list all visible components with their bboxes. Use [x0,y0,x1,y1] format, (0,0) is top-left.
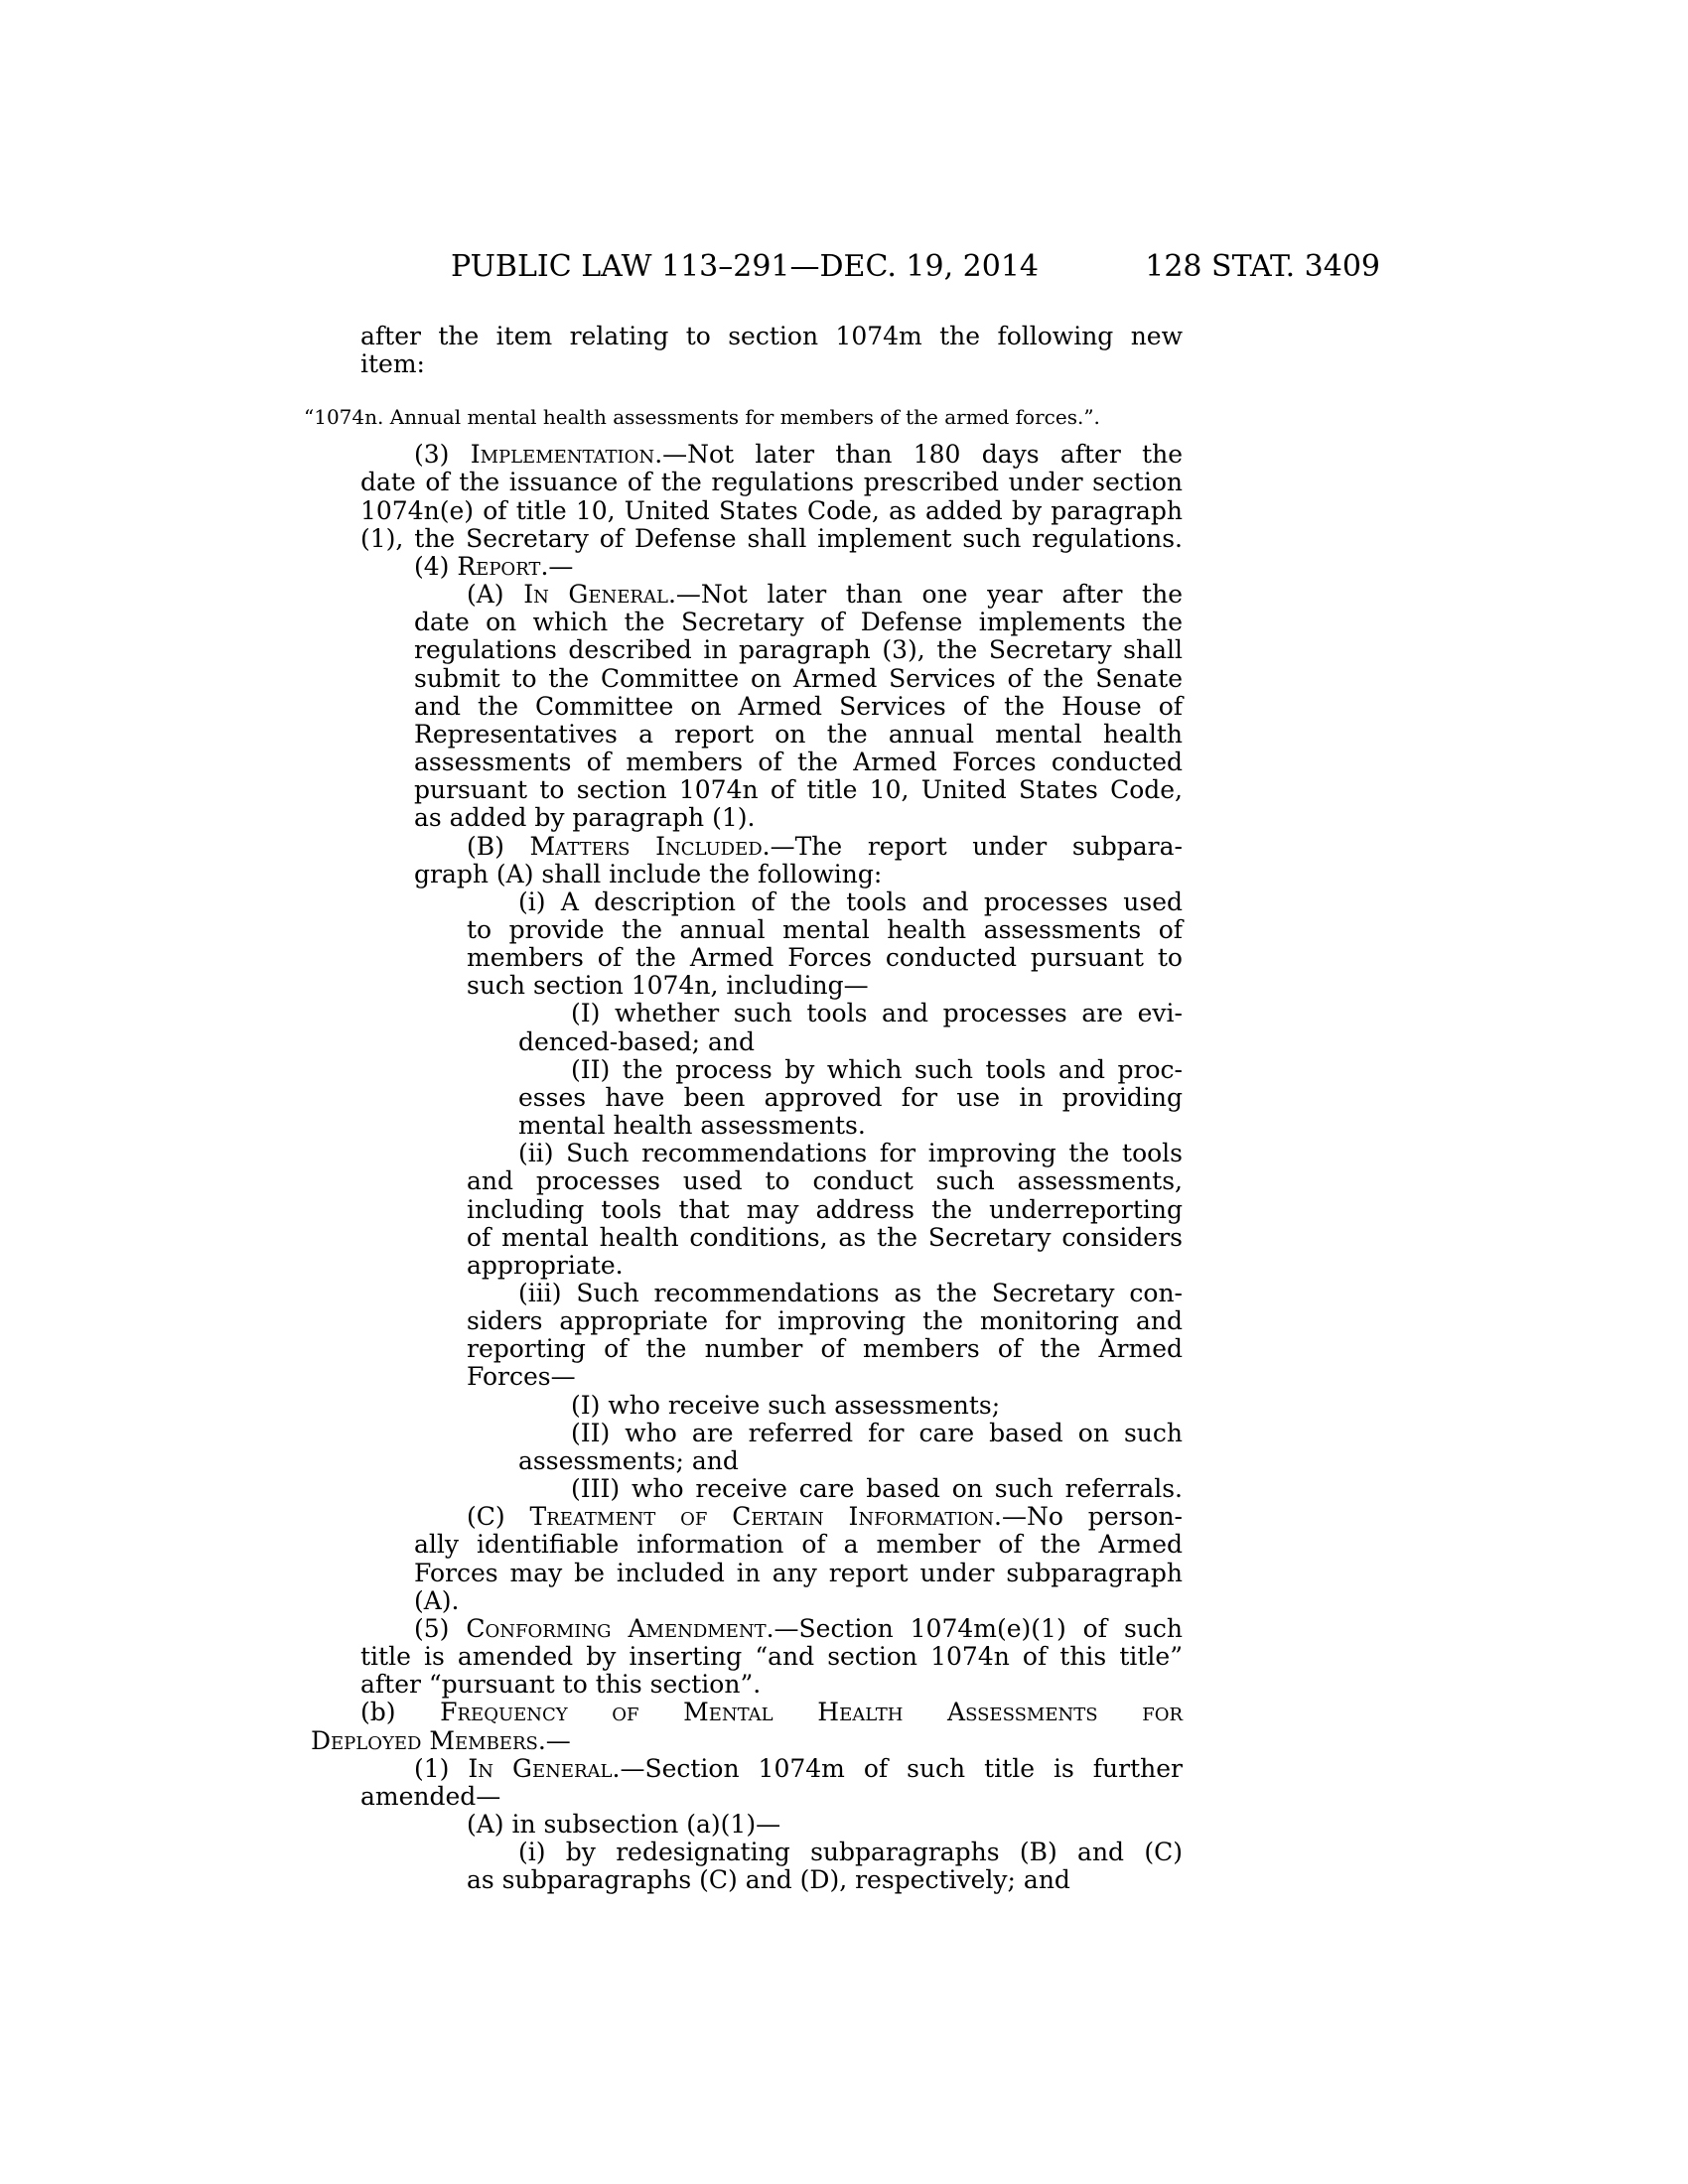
statute-paragraph [311,1615,1183,1699]
statute-paragraph [311,833,1183,888]
statute-line: (iii) Such recommendations as the Secretary con- [518,1279,1183,1307]
statute-line: amended— [360,1781,501,1811]
statute-line: esses have been approved for use in providing [518,1082,1183,1112]
statute-paragraph [311,1056,1183,1140]
small-caps-heading: Implementation [470,440,655,470]
statute-line: and processes used to conduct such assessments, [467,1166,1183,1196]
small-caps-heading: Deployed Members [311,1725,538,1755]
statute-line: to provide the annual mental health assessments of [467,914,1183,944]
small-caps-heading: Frequency of Mental Health Assessments for [440,1698,1184,1727]
statute-paragraph [311,553,1183,581]
section-toc-entry: “1074n. Annual mental health assessments for members of the armed forces.”. [304,405,1100,430]
statute-line: of mental health conditions, as the Secretary considers [467,1222,1183,1252]
statute-line: siders appropriate for improving the monitoring and [467,1306,1183,1336]
statute-paragraph [311,1475,1183,1503]
statute-line: (1), the Secretary of Defense shall implement such regulations. [360,523,1183,553]
statute-line: (ii) Such recommendations for improving the tools [518,1139,1183,1168]
statute-line: reporting of the number of members of the Armed [467,1334,1183,1364]
statute-paragraph [311,1503,1183,1615]
statute-line: Forces— [467,1362,576,1392]
statute-paragraph [311,1000,1183,1055]
stat-page-number: 128 STAT. 3409 [1145,249,1380,284]
statute-line: after the item relating to section 1074m the following new [360,322,1183,350]
statute-line: (II) the process by which such tools and proc- [571,1054,1183,1084]
statute-line: as subparagraphs (C) and (D), respectively; and [467,1865,1070,1895]
statute-line: (B) Matters Included.—The report under subpara- [467,831,1183,861]
small-caps-heading: Treatment of Certain Information [529,1502,995,1532]
small-caps-heading: In General [523,580,668,610]
statute-line: assessments; and [518,1445,739,1475]
statute-line: members of the Armed Forces conducted pursuant to [467,943,1183,973]
statute-line: (i) by redesignating subparagraphs (B) and (C) [518,1838,1183,1867]
statute-line: 1074n(e) of title 10, United States Code, as added by paragraph [360,495,1183,525]
statute-line: such section 1074n, including— [467,971,869,1001]
running-head-law-title: PUBLIC LAW 113–291—DEC. 19, 2014 [450,249,1040,284]
statute-paragraph [311,1280,1183,1392]
statute-line: and the Committee on Armed Services of the House of [414,691,1183,721]
statute-line: (A) in subsection (a)(1)— [467,1809,781,1839]
statute-line: (1) In General.—Section 1074m of such title is further [414,1753,1183,1783]
statute-paragraph [311,888,1183,1001]
statute-line: (I) who receive such assessments; [571,1390,1001,1420]
small-caps-heading: Conforming Amendment [466,1613,767,1643]
statute-paragraph [311,1755,1183,1811]
statute-line: appropriate. [467,1250,624,1280]
statute-line: as added by paragraph (1). [414,803,756,833]
statute-body [304,322,1184,1895]
statute-line: graph (A) shall include the following: [414,859,883,888]
statute-line: (II) who are referred for care based on such [571,1418,1183,1447]
statute-paragraph [311,1811,1183,1839]
statute-line: Deployed Members.— [311,1725,571,1755]
statute-paragraph [311,1839,1183,1894]
statute-line: (A). [414,1585,460,1615]
statute-line: (C) Treatment of Certain Information.—No person- [467,1502,1183,1532]
statute-paragraph [311,441,1183,553]
statute-line: (i) A description of the tools and processes used [518,887,1183,916]
statute-line: mental health assessments. [518,1111,866,1141]
small-caps-heading: In General [468,1753,613,1783]
statute-line: date of the issuance of the regulations prescribed under section [360,468,1183,497]
statute-line: (b) Frequency of Mental Health Assessments for [360,1698,1184,1727]
statute-line: regulations described in paragraph (3), the Secretary shall [414,635,1183,665]
small-caps-heading: Matters Included [529,831,763,861]
amendment-paragraphs [311,441,1183,1894]
statute-paragraph [311,581,1183,832]
statute-line: (5) Conforming Amendment.—Section 1074m(e)(1) of such [414,1613,1183,1643]
statute-line: Forces may be included in any report under subparagraph [414,1558,1183,1587]
statute-paragraph [311,1392,1183,1420]
statute-line: (3) Implementation.—Not later than 180 days after the [414,440,1184,470]
statute-line: assessments of members of the Armed Forces conducted [414,748,1183,777]
statute-paragraph [311,323,1183,378]
statute-line: submit to the Committee on Armed Services of the Senate [414,663,1183,693]
statute-paragraph [311,1420,1183,1475]
small-caps-heading: Report [457,551,541,581]
statute-line: Representatives a report on the annual mental health [414,719,1183,749]
statute-line: (A) In General.—Not later than one year after the [467,580,1184,610]
statute-line: after “pursuant to this section”. [360,1670,762,1700]
statute-line: title is amended by inserting “and section 1074n of this title” [360,1642,1183,1672]
intro-paragraph [311,323,1183,378]
statute-line: ally identifiable information of a member of the Armed [414,1530,1183,1560]
statute-line: (III) who receive care based on such referrals. [571,1474,1183,1504]
statute-line: denced-based; and [518,1026,756,1056]
statute-line: including tools that may address the underreporting [467,1194,1183,1224]
statute-line: (I) whether such tools and processes are evi- [571,999,1183,1028]
statute-paragraph [311,1699,1183,1754]
statute-line: pursuant to section 1074n of title 10, United States Code, [414,775,1183,805]
statute-line: date on which the Secretary of Defense implements the [414,608,1183,637]
statute-line: item: [360,349,425,379]
statute-paragraph [311,1140,1183,1280]
statute-line: (4) Report.— [414,551,574,581]
